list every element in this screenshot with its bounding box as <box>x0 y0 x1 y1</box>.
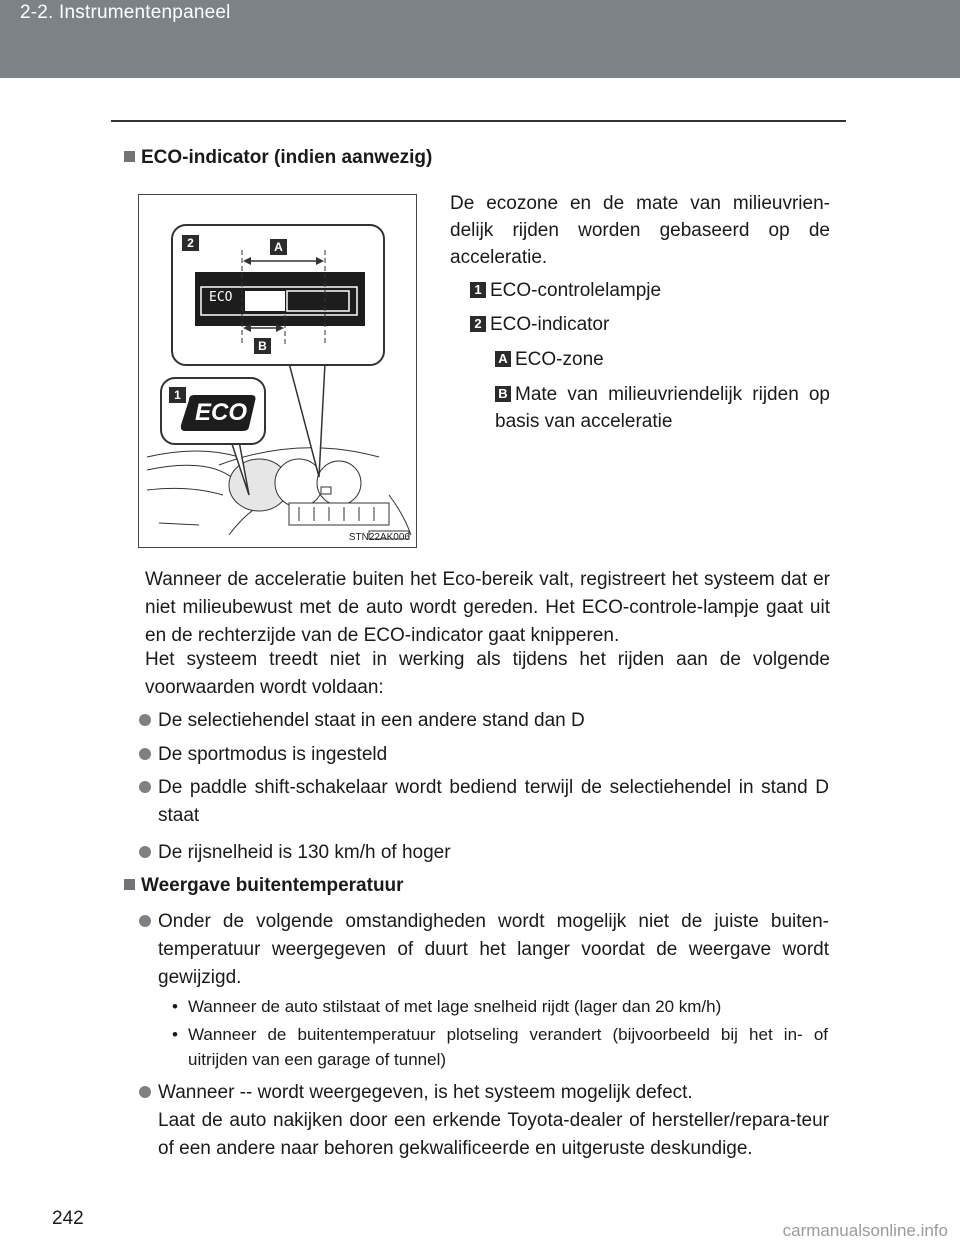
eco-illustration <box>138 194 417 548</box>
legend-text: ECO-controlelampje <box>490 280 662 301</box>
sub-bullet-marker: • <box>172 1025 178 1044</box>
legend-item-a <box>495 346 604 373</box>
section-title-text: ECO-indicator (indien aanwezig) <box>141 147 433 168</box>
figure-code: STN22AK006 <box>348 532 410 543</box>
square-bullet-icon <box>124 879 135 890</box>
legend-tag: A <box>495 351 511 367</box>
eco-display-label: ECO <box>209 290 233 305</box>
legend-text: ECO-indicator <box>490 314 610 335</box>
legend-text: Mate van milieuvriendelijk rijden op basis van acceleratie <box>495 384 830 432</box>
page-header <box>0 0 960 78</box>
sub-bullet-text: Wanneer de auto stilstaat of met lage snelheid rijdt (lager dan 20 km/h) <box>188 997 722 1016</box>
square-bullet-icon <box>124 151 135 162</box>
callout-b-tag: B <box>258 339 267 353</box>
sub-bullet-marker: • <box>172 997 178 1016</box>
callout-2-tag: 2 <box>187 236 194 250</box>
legend-text: ECO-zone <box>515 349 604 370</box>
legend-tag: B <box>495 386 511 402</box>
sub-bullet-text: Wanneer de buitentemperatuur plotseling verandert (bijvoorbeeld bij het in- of uitrijden van een garage of tunnel) <box>188 1025 828 1069</box>
body-paragraph-2: Het systeem treedt niet in werking als tijdens het rijden aan de volgende voorwaarden wordt voldaan: <box>145 649 830 698</box>
watermark: carmanualsonline.info <box>782 1221 948 1240</box>
eco-lamp-label: ECO <box>195 399 248 426</box>
callout-a-tag: A <box>274 240 283 254</box>
callout-1-tag: 1 <box>174 388 181 402</box>
bullet-dot-icon <box>139 748 151 760</box>
bullet-text: De paddle shift-schakelaar wordt bediend terwijl de selectiehendel in stand D staat <box>158 777 829 826</box>
bullet-text: De selectiehendel staat in een andere stand dan D <box>158 710 585 731</box>
bullet-text: De rijsnelheid is 130 km/h of hoger <box>158 842 451 863</box>
bullet-text: Onder de volgende omstandigheden wordt mogelijk niet de juiste buiten-temperatuur weergegeven of duurt het langer voordat de weergave wordt gewijzigd. <box>158 911 829 988</box>
bullet-text-continued: Laat de auto nakijken door een erkende Toyota-dealer of hersteller/repara-teur of een andere naar behoren gekwalificeerde en uitgeruste deskundige. <box>158 1110 829 1159</box>
bullet-item <box>139 908 829 992</box>
bullet-item <box>139 741 829 769</box>
section-breadcrumb: 2-2. Instrumentenpaneel <box>20 2 231 23</box>
bullet-item <box>139 774 829 830</box>
intro-paragraph: De ecozone en de mate van milieuvrien-delijk rijden worden gebaseerd op de acceleratie. <box>450 193 830 268</box>
section-title-eco <box>124 147 432 169</box>
bullet-dot-icon <box>139 1086 151 1098</box>
bullet-dot-icon <box>139 846 151 858</box>
eco-description <box>450 190 830 271</box>
legend-tag: 1 <box>470 282 486 298</box>
bullet-text: Wanneer -- wordt weergegeven, is het systeem mogelijk defect. <box>158 1082 693 1103</box>
bullet-item <box>139 839 829 867</box>
bullet-dot-icon <box>139 714 151 726</box>
bullet-item <box>139 1079 829 1163</box>
legend-item-2 <box>470 311 609 338</box>
sub-bullet-item <box>158 994 828 1019</box>
legend-item-1 <box>470 277 661 304</box>
sub-bullet-item <box>158 1022 828 1072</box>
section-title-temperature <box>124 875 404 897</box>
legend-tag: 2 <box>470 316 486 332</box>
bullet-item <box>139 707 829 735</box>
page-number: 242 <box>52 1208 84 1229</box>
body-paragraph-1: Wanneer de acceleratie buiten het Eco-bereik valt, registreert het systeem dat er niet milieubewust met de auto wordt gereden. Het ECO-controle-lampje gaat uit en de rechterzijde van de ECO-indicator gaat knipperen. <box>145 569 830 646</box>
bullet-text: De sportmodus is ingesteld <box>158 744 388 765</box>
bullet-dot-icon <box>139 915 151 927</box>
legend-item-b <box>495 381 830 435</box>
bullet-dot-icon <box>139 781 151 793</box>
section-title-text: Weergave buitentemperatuur <box>141 875 404 896</box>
header-rule <box>111 120 846 122</box>
